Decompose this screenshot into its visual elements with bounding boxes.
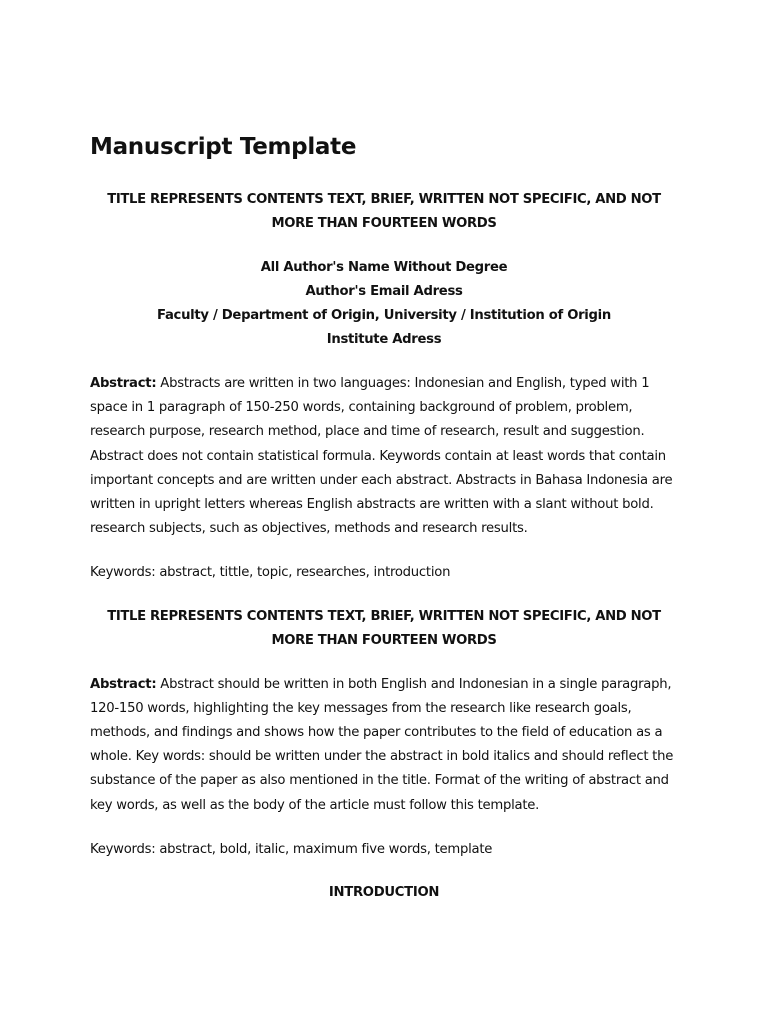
keywords-line-2: Keywords: abstract, bold, italic, maximum five words, template: [90, 841, 493, 857]
author-names: All Author's Name Without Degree: [260, 260, 508, 275]
section-heading-introduction: INTRODUCTION: [328, 885, 440, 901]
abstract-paragraph-2: [90, 673, 678, 818]
author-email: Author's Email Adress: [305, 284, 463, 299]
abstract-text-1: Abstracts are written in two languages: Indonesian and English, typed with 1 space in 1 paragraph of 150-250 words, containing background of problem, problem, research purpose, research method, place and time of research, result and suggestion. Abstract does not contain statistical formula. Keywords contain at least words that contain important concepts and are written under each abstract. Abstracts in Bahasa Indonesia are written in upright letters whereas English abstracts are written with a slant without bold. research subjects, such as objectives, methods and research results.: [90, 376, 673, 537]
author-block: [90, 256, 678, 352]
document-content: [90, 128, 678, 905]
abstract-paragraph-1: [90, 372, 678, 541]
abstract-label-1: Abstract:: [90, 376, 157, 391]
article-title-1: TITLE REPRESENTS CONTENTS TEXT, BRIEF, WRITTEN NOT SPECIFIC, AND NOT MORE THAN FOURTEEN WORDS: [107, 192, 661, 231]
author-affiliation: Faculty / Department of Origin, University / Institution of Origin: [157, 308, 611, 323]
article-title-2: TITLE REPRESENTS CONTENTS TEXT, BRIEF, WRITTEN NOT SPECIFIC, AND NOT MORE THAN FOURTEEN WORDS: [107, 608, 661, 648]
institute-address: Institute Adress: [326, 332, 442, 347]
keywords-line-1: Keywords: abstract, tittle, topic, researches, introduction: [90, 565, 451, 581]
abstract-text-2: Abstract should be written in both English and Indonesian in a single paragraph, 120-150 words, highlighting the key messages from the research like research goals, methods, and findings and shows how the paper contributes to the field of education as a whole. Key words: should be written under the abstract in bold italics and should reflect the substance of the paper as also mentioned in the title. Format of the writing of abstract and key words, as well as the body of the article must follow this template.: [90, 676, 674, 813]
abstract-label-2: Abstract:: [90, 676, 157, 692]
document-heading: Manuscript Template: [90, 134, 357, 160]
